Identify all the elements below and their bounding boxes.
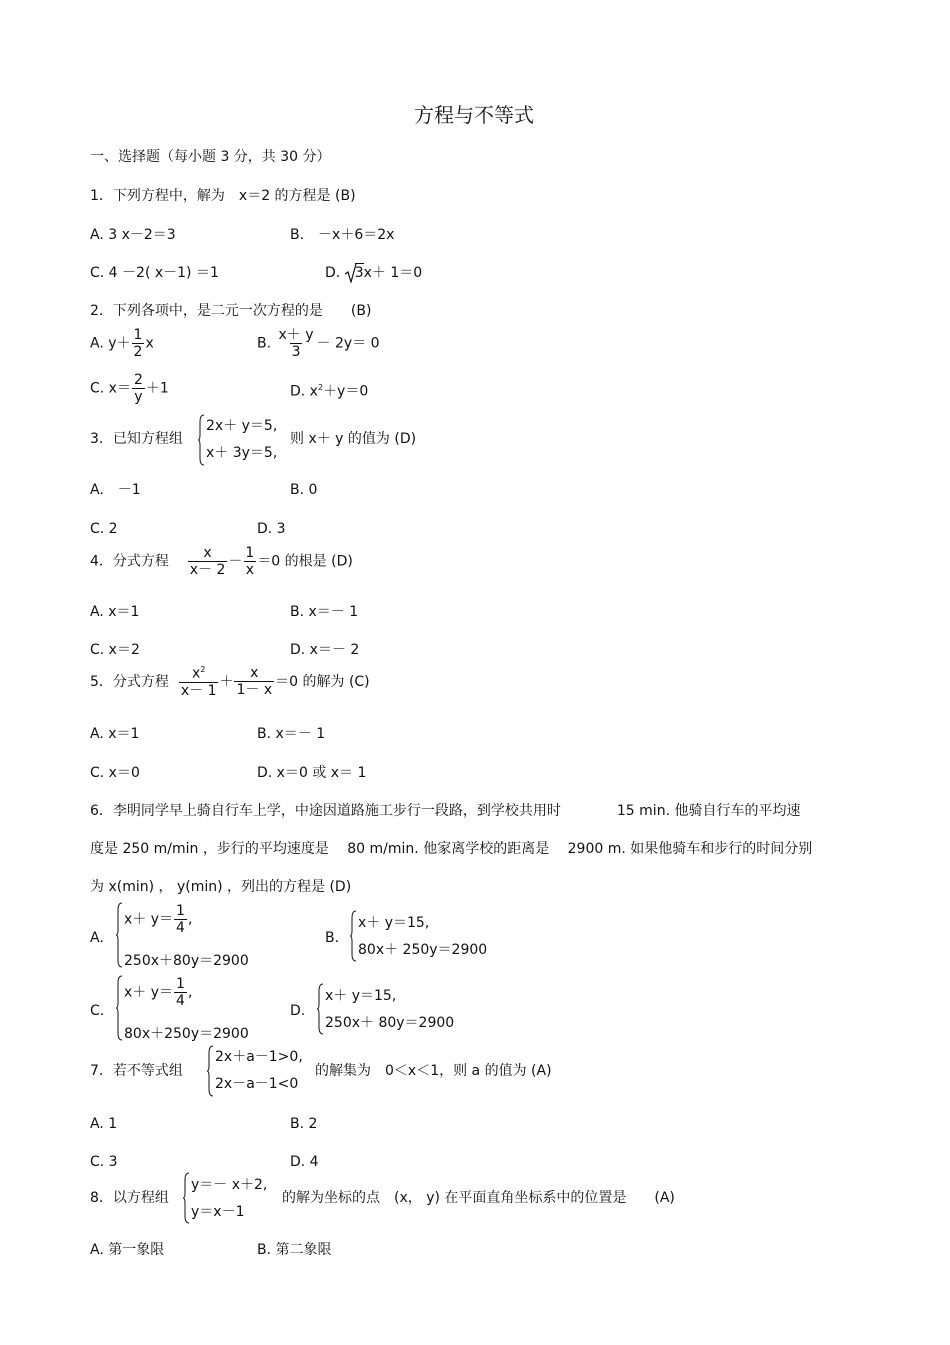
q8-option-a: A. 第一象限 [90, 1242, 165, 1258]
equation-system-8: y＝－ x＋2, y＝x－1 [183, 1172, 283, 1224]
fraction: $\frac{x+ y}{3}$ [278, 327, 314, 361]
q8-option-b: B. 第二象限 [257, 1242, 332, 1258]
brace-icon [198, 414, 205, 466]
q4-option-b: B. x＝－ 1 [290, 604, 359, 620]
q1-option-d: D. 3x＋ 1＝0 [325, 265, 423, 281]
question-7-stem-end: 的解集为 0＜x＜1，则 a 的值为 (A) [315, 1063, 552, 1079]
question-6-line-2: 度是 250 m/min ，步行的平均速度是 80 m/min. 他家离学校的距离是 2900 m. 如果他骑车和步行的时间分别 [90, 841, 813, 857]
q3-option-c: C. 2 [90, 521, 118, 537]
equation-system-3: 2x＋ y＝5, x＋ 3y＝5, [198, 414, 288, 466]
q3-option-b: B. 0 [290, 482, 318, 498]
q2-option-c: C. x＝ $\frac{2}{y}$ ＋1 [90, 372, 169, 406]
q7-option-d: D. 4 [290, 1154, 319, 1170]
question-1-stem: 1．下列方程中，解为 x＝2 的方程是 (B) [90, 188, 356, 204]
question-3-stem-end: 则 x＋ y 的值为 (D) [290, 431, 417, 447]
page-title: 方程与不等式 [414, 103, 534, 127]
question-2-stem: 2．下列各项中，是二元一次方程的是 (B) [90, 303, 372, 319]
q3-option-a: A. －1 [90, 482, 141, 498]
question-6-line-3: 为 x(min) ， y(min) ，列出的方程是 (D) [90, 879, 352, 895]
brace-icon [350, 910, 357, 962]
q2-option-a: A. y＋ $\frac{1}{2}$ x [90, 327, 154, 361]
question-8-stem-start: 8．以方程组 [90, 1190, 169, 1206]
q6-option-c-system: x＋ y＝ $\frac{1}{4}$ , 80x＋250y＝2900 [116, 975, 266, 1041]
q6-option-a-system: x＋ y＝ $\frac{1}{4}$ , 250x＋80y＝2900 [116, 902, 266, 968]
brace-icon [183, 1172, 190, 1224]
fraction: $\frac{x^2}{x- 1}$ [180, 665, 217, 699]
q3-option-d: D. 3 [257, 521, 286, 537]
q5-option-b: B. x＝－ 1 [257, 726, 326, 742]
q5-option-c: C. x＝0 [90, 765, 140, 781]
question-6-line-1: 6．李明同学早上骑自行车上学，中途因道路施工步行一段路，到学校共用时 15 min. 他骑自行车的平均速 [90, 803, 801, 819]
inequality-system-7: 2x＋a－1>0, 2x－a－1<0 [207, 1045, 317, 1097]
fraction: $\frac{2}{y}$ [133, 372, 143, 406]
q6-option-a-label: A. [90, 930, 104, 946]
q2-option-b: B. $\frac{x+ y}{3}$ － 2y＝ 0 [257, 327, 380, 361]
q6-option-b-label: B. [325, 930, 340, 946]
q5-option-a: A. x＝1 [90, 726, 140, 742]
question-8-stem-end: 的解为坐标的点 (x， y) 在平面直角坐标系中的位置是 (A) [282, 1190, 675, 1206]
fraction: $\frac{x}{1- x}$ [236, 665, 273, 699]
fraction: $\frac{1}{2}$ [133, 327, 143, 361]
fraction: $\frac{1}{4}$ [176, 903, 185, 937]
brace-icon [207, 1045, 214, 1097]
q4-option-a: A. x＝1 [90, 604, 140, 620]
fraction: $\frac{1}{x}$ [245, 545, 255, 579]
question-4-stem: 4．分式方程 $\frac{x}{x- 2}$ － $\frac{1}{x}$ ＝0 的根是 (D) [90, 545, 353, 579]
sqrt-symbol: 3 [345, 266, 364, 280]
q1-option-a: A. 3 x－2＝3 [90, 227, 176, 243]
question-7-stem-start: 7．若不等式组 [90, 1063, 183, 1079]
q1-option-c: C. 4 －2( x－1) ＝1 [90, 265, 219, 281]
q6-option-d-system: x＋ y＝15, 250x＋ 80y＝2900 [317, 983, 467, 1035]
q6-option-d-label: D. [290, 1003, 306, 1019]
brace-icon [317, 983, 324, 1035]
q1-option-b: B. －x＋6＝2x [290, 227, 395, 243]
fraction: $\frac{x}{x- 2}$ [189, 545, 226, 579]
q7-option-a: A. 1 [90, 1116, 118, 1132]
q7-option-b: B. 2 [290, 1116, 318, 1132]
q6-option-c-label: C. [90, 1003, 105, 1019]
q4-option-c: C. x＝2 [90, 642, 140, 658]
q4-option-d: D. x＝－ 2 [290, 642, 360, 658]
fraction: $\frac{1}{4}$ [176, 976, 185, 1010]
q2-option-d: D. $x^2+y=0$ [290, 383, 369, 400]
brace-icon [116, 975, 123, 1041]
q6-option-b-system: x＋ y＝15, 80x＋ 250y＝2900 [350, 910, 500, 962]
q7-option-c: C. 3 [90, 1154, 118, 1170]
question-3-stem-start: 3．已知方程组 [90, 431, 183, 447]
section-heading: 一、选择题（每小题 3 分，共 30 分） [90, 149, 331, 165]
q5-option-d: D. x＝0 或 x＝ 1 [257, 765, 367, 781]
question-5-stem: 5．分式方程 $\frac{x^2}{x- 1}$ ＋ $\frac{x}{1- x}$ ＝0 的解为 (C) [90, 665, 370, 699]
brace-icon [116, 902, 123, 968]
